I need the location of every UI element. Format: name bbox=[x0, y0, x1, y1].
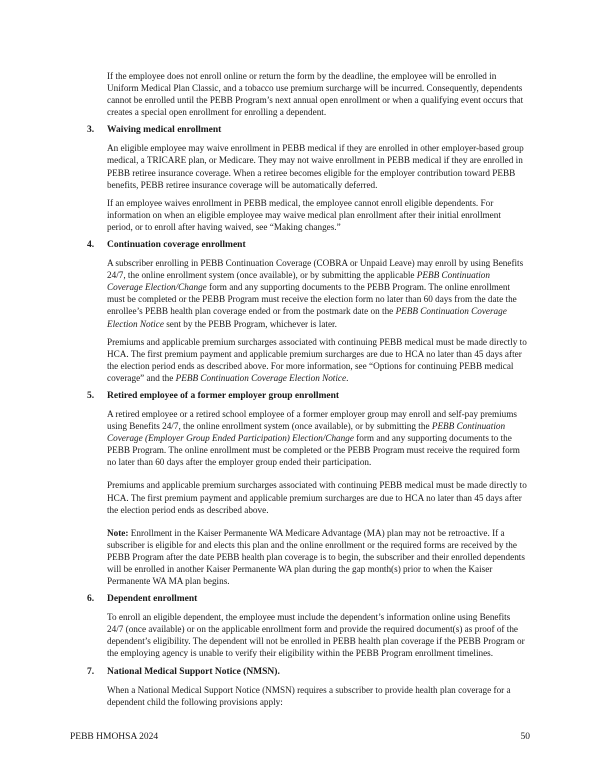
section-title: Waiving medical enrollment bbox=[107, 125, 222, 136]
paragraph: When a National Medical Support Notice (NMSN) requires a subscriber to provide health plan coverage for a dependent child the following provisions apply: bbox=[107, 684, 511, 707]
section-continuation-coverage-enrollment bbox=[87, 239, 527, 384]
section-number: 7. bbox=[87, 666, 95, 677]
form-name: PEBB Continuation Coverage Election/Change bbox=[107, 270, 490, 293]
footer-document-title: PEBB HMOHSA 2024 bbox=[70, 732, 159, 742]
section-dependent-enrollment bbox=[87, 593, 527, 659]
text-run: sent by the PEBB Program, whichever is later. bbox=[163, 318, 337, 329]
section-number: 4. bbox=[87, 240, 95, 251]
paragraph: Premiums and applicable premium surcharges associated with continuing PEBB medical must be made directly to HCA. The first premium payment and applicable premium surcharges are due to HCA no later than 45 days after the election period ends as described above. bbox=[107, 480, 527, 515]
section-title: Dependent enrollment bbox=[107, 594, 198, 605]
section-title: National Medical Support Notice (NMSN). bbox=[107, 666, 280, 677]
text-run: A retired employee or a retired school employee of a former employer group may enroll and self-pay premiums using Benefits 24/7, the online enrollment system (once available), or by submitting the bbox=[107, 408, 517, 432]
section-waiving-medical-enrollment bbox=[87, 124, 527, 233]
paragraph bbox=[107, 336, 527, 384]
text-run: Premiums and applicable premium surcharges associated with continuing PEBB medical must be made directly to HCA. The first premium payment and applicable premium surcharges are due to HCA no later than 45 days after the election period ends as described above. For more information, see “Options for continuing PEBB medical coverage” and the bbox=[107, 336, 527, 383]
intro-paragraph: If the employee does not enroll online or return the form by the deadline, the employee will be enrolled in Uniform Medical Plan Classic, and a tobacco use premium surcharge will be incurred. Consequently, dependents cannot be enrolled until the PEBB Program’s next annual open enrollment or when a qualifying event occurs that creates a special open enrollment for enrolling a dependent. bbox=[107, 71, 524, 118]
paragraph: An eligible employee may waive enrollment in PEBB medical if they are enrolled in other employer-based group medical, a TRICARE plan, or Medicare. They may not waive enrollment in PEBB medical if they are enrolled in PEBB retiree insurance coverage. When a retiree becomes eligible for the employer contribution toward PEBB benefits, PEBB retiree insurance coverage will be automatically deferred. bbox=[107, 143, 524, 190]
paragraph: If an employee waives enrollment in PEBB medical, the employee cannot enroll eligible dependents. For information on when an eligible employee may waive medical plan enrollment after their initial enrollment period, or to enroll after having waived, see “Making changes.” bbox=[107, 197, 501, 232]
notice-name: PEBB Continuation Coverage Election Notice bbox=[175, 372, 347, 383]
text-run: A subscriber enrolling in PEBB Continuation Coverage (COBRA or Unpaid Leave) may enroll by using Benefits 24/7, the online enrollment system (once available), or by submitting the applicable bbox=[107, 258, 524, 281]
document-body bbox=[87, 70, 527, 714]
section-number: 5. bbox=[87, 390, 95, 401]
paragraph bbox=[107, 408, 527, 468]
section-number: 3. bbox=[87, 125, 95, 136]
text-run: form and any supporting documents to the PEBB Program. The online enrollment must be completed or the PEBB Program must receive the required form no later than 60 days after the employer group ended their participation. bbox=[107, 433, 520, 468]
section-title: Continuation coverage enrollment bbox=[107, 240, 246, 251]
text-run: form and any supporting documents to the PEBB Program. The online enrollment must be completed or the PEBB Program must receive the election form no later than 60 days from the date the enrollee’s PEBB health plan coverage ended or from the postmark date on the bbox=[107, 282, 517, 317]
note-label: Note: bbox=[107, 527, 129, 538]
paragraph: To enroll an eligible dependent, the employee must include the dependent’s information online using Benefits 24/7 (once available) or on the applicable enrollment form and provide the required document(s) as proof of the dependent’s eligibility. The dependent will not be enrolled in PEBB health plan coverage if the PEBB Program or the employing agency is unable to verify their eligibility within the PEBB Program enrollment timelines. bbox=[107, 612, 525, 659]
section-nmsn bbox=[87, 666, 527, 708]
form-name: PEBB Continuation Coverage (Employer Group Ended Participation) Election/Change bbox=[107, 421, 506, 444]
section-title: Retired employee of a former employer group enrollment bbox=[107, 390, 340, 401]
text-run: . bbox=[346, 372, 349, 383]
notice-name: PEBB Continuation Coverage Election Notice bbox=[107, 306, 507, 329]
text-run: Enrollment in the Kaiser Permanente WA Medicare Advantage (MA) plan may not be retroactive. If a subscriber is eligible for and elects this plan and the online enrollment or the required forms are received by the PEBB Program after the date PEBB health plan coverage is to begin, the subscriber and their enrolled dependents will be enrolled in another Kaiser Permanente WA plan during the gap month(s) prior to when the Kaiser Permanente WA MA plan begins. bbox=[107, 527, 525, 587]
paragraph bbox=[107, 257, 527, 330]
section-retired-employee-enrollment bbox=[87, 390, 527, 587]
page-number: 50 bbox=[520, 732, 530, 742]
note-paragraph bbox=[107, 527, 527, 587]
section-number: 6. bbox=[87, 594, 95, 605]
